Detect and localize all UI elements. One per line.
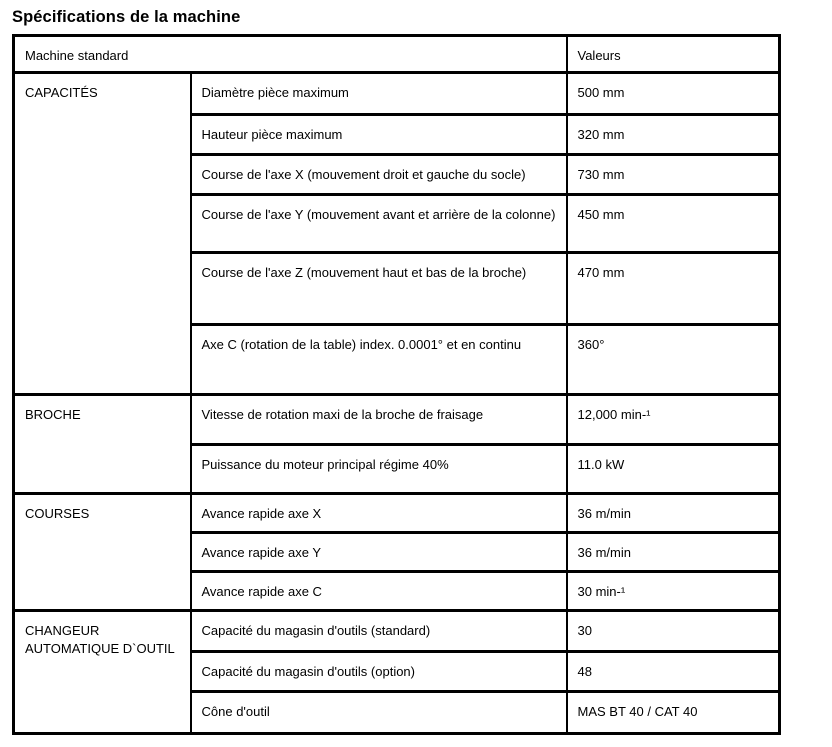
- spec-label-cell: Diamètre pièce maximum: [191, 73, 567, 115]
- spec-label-cell: Capacité du magasin d'outils (option): [191, 652, 567, 692]
- spec-value-cell: 30 min-¹: [567, 572, 780, 611]
- spec-label-cell: Avance rapide axe Y: [191, 533, 567, 572]
- spec-value-cell: MAS BT 40 / CAT 40: [567, 692, 780, 734]
- table-header-row: [14, 36, 780, 73]
- table-row: [14, 73, 780, 115]
- header-machine-standard-cell: Machine standard: [14, 36, 567, 73]
- spec-label-cell: Axe C (rotation de la table) index. 0.0001° et en continu: [191, 325, 567, 395]
- spec-label-cell: Course de l'axe X (mouvement droit et gauche du socle): [191, 155, 567, 195]
- spec-value-cell: 12,000 min-¹: [567, 395, 780, 445]
- header-valeurs-cell: Valeurs: [567, 36, 780, 73]
- spec-label-cell: Avance rapide axe C: [191, 572, 567, 611]
- spec-value-cell: 500 mm: [567, 73, 780, 115]
- page-title: Spécifications de la machine: [12, 8, 241, 26]
- spec-value-cell: 36 m/min: [567, 494, 780, 533]
- spec-label-cell: Hauteur pièce maximum: [191, 115, 567, 155]
- section-cell-capacites: CAPACITÉS: [14, 73, 191, 395]
- section-cell-changeur: CHANGEUR AUTOMATIQUE D`OUTIL: [14, 611, 191, 734]
- spec-label-cell: Puissance du moteur principal régime 40%: [191, 445, 567, 494]
- spec-value-cell: 470 mm: [567, 253, 780, 325]
- spec-label-cell: Course de l'axe Z (mouvement haut et bas de la broche): [191, 253, 567, 325]
- spec-value-cell: 11.0 kW: [567, 445, 780, 494]
- table-row: [14, 611, 780, 652]
- spec-label-cell: Avance rapide axe X: [191, 494, 567, 533]
- spec-label-cell: Vitesse de rotation maxi de la broche de fraisage: [191, 395, 567, 445]
- spec-value-cell: 320 mm: [567, 115, 780, 155]
- spec-value-cell: 450 mm: [567, 195, 780, 253]
- spec-label-cell: Capacité du magasin d'outils (standard): [191, 611, 567, 652]
- section-cell-courses: COURSES: [14, 494, 191, 611]
- spec-value-cell: 730 mm: [567, 155, 780, 195]
- spec-value-cell: 30: [567, 611, 780, 652]
- spec-value-cell: 36 m/min: [567, 533, 780, 572]
- spec-label-cell: Cône d'outil: [191, 692, 567, 734]
- spec-value-cell: 48: [567, 652, 780, 692]
- table-row: [14, 494, 780, 533]
- spec-label-cell: Course de l'axe Y (mouvement avant et arrière de la colonne): [191, 195, 567, 253]
- table-row: [14, 395, 780, 445]
- machine-spec-table: [12, 34, 781, 735]
- spec-value-cell: 360°: [567, 325, 780, 395]
- section-cell-broche: BROCHE: [14, 395, 191, 494]
